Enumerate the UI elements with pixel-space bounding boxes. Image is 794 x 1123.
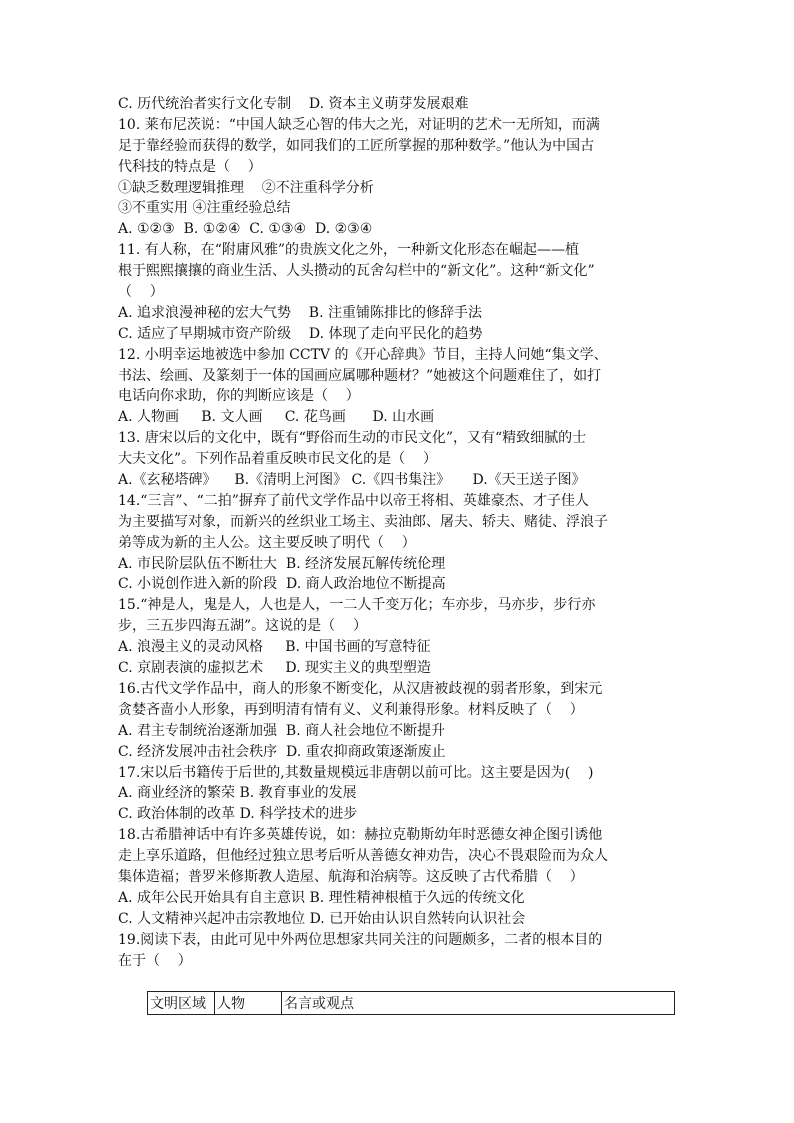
text-line: C. 经济发展冲击社会秩序 D. 重农抑商政策逐渐废止 (118, 743, 446, 760)
text-line: A. ①②③ B. ①②④ C. ①③④ D. ②③④ (118, 221, 373, 238)
text-line: 书法、绘画、及篆刻于一体的国画应属哪种题材？”她被这个问题难住了，如打 (118, 367, 602, 384)
text-line: A.《玄秘塔碑》 B.《清明上河图》 C.《四书集注》 D.《天王送子图》 (118, 472, 586, 489)
text-line: 集体造福；普罗米修斯教人造屋、航海和治病等。这反映了古代希腊（ ） (118, 868, 584, 885)
text-line: 12. 小明幸运地被选中参加 CCTV 的《开心辞典》节目，主持人问她“集文学、 (118, 346, 608, 363)
table-header-row (148, 992, 675, 1015)
text-line: 代科技的特点是（ ） (118, 158, 262, 175)
table-header-person: 人物 (215, 992, 282, 1015)
text-line: 14.“三言”、“二拍”摒弃了前代文学作品中以帝王将相、英雄豪杰、才子佳人 (118, 492, 589, 509)
text-line: 16.古代文学作品中，商人的形象不断变化，从汉唐被歧视的弱者形象，到宋元 (118, 680, 603, 697)
text-line: C. 人文精神兴起冲击宗教地位 D. 已开始由认识自然转向认识社会 (118, 910, 526, 927)
text-line: C. 小说创作进入新的阶段 D. 商人政治地位不断提高 (118, 576, 446, 593)
text-line: 15.“神是人，鬼是人，人也是人，一二人千变万化；车亦步，马亦步，步行亦 (118, 597, 596, 614)
text-line: ①缺乏数理逻辑推理 ②不注重科学分析 (118, 179, 374, 196)
text-line: A. 浪漫主义的灵动风格 B. 中国书画的写意特征 (118, 639, 431, 656)
text-line: A. 人物画 B. 文人画 C. 花鸟画 D. 山水画 (118, 409, 435, 426)
text-line: 在于（ ） (118, 952, 192, 969)
text-line: ③不重实用 ④注重经验总结 (118, 200, 291, 217)
text-line: 13. 唐宋以后的文化中，既有“野俗而生动的市民文化”，又有“精致细腻的士 (118, 430, 587, 447)
text-line: 根于熙熙攘攘的商业生活、人头攒动的瓦舍勾栏中的“新文化”。这种“新文化” (118, 263, 595, 280)
comparison-table (147, 991, 675, 1015)
text-line: 足于靠经验而获得的数学，如同我们的工匠所掌握的那种数学。”他认为中国古 (118, 137, 595, 154)
text-line: A. 商业经济的繁荣 B. 教育事业的发展 (118, 785, 357, 802)
text-line: 19.阅读下表，由此可见中外两位思想家共同关注的问题颇多，二者的根本目的 (118, 931, 603, 948)
text-line: 17.宋以后书籍传于后世的,其数量规模远非唐朝以前可比。这主要是因为( ) (118, 764, 594, 781)
text-line: 贪婪吝啬小人形象，再到明清有情有义、义利兼得形象。材料反映了（ ） (118, 701, 584, 718)
table-header-quote: 名言或观点 (282, 992, 675, 1015)
text-line: 10. 莱布尼茨说：“中国人缺乏心智的伟大之光，对证明的艺术一无所知，而满 (118, 116, 600, 133)
text-line: 18.古希腊神话中有许多英雄传说，如：赫拉克勒斯幼年时恶德女神企图引诱他 (118, 827, 603, 844)
text-line: C. 历代统治者实行文化专制 D. 资本主义萌芽发展艰难 (118, 96, 469, 112)
text-line: 11. 有人称，在“附庸风雅”的贵族文化之外，一种新文化形态在崛起——植 (118, 242, 580, 259)
text-line: A. 市民阶层队伍不断壮大 B. 经济发展瓦解传统伦理 (118, 555, 446, 572)
text-line: 大夫文化”。下列作品着重反映市民文化的是（ ） (118, 451, 437, 468)
text-line: 步，三五步四海五湖”。这说的是（ ） (118, 618, 367, 635)
text-line: C. 京剧表演的虚拟艺术 D. 现实主义的典型塑造 (118, 660, 431, 677)
text-line: A. 成年公民开始具有自主意识 B. 理性精神根植于久远的传统文化 (118, 889, 525, 906)
text-line: A. 君主专制统治逐渐加强 B. 商人社会地位不断提升 (118, 722, 446, 739)
question-text-block (118, 94, 678, 971)
text-line: 为主要描写对象，而新兴的丝织业工场主、卖油郎、屠夫、轿夫、赌徒、浮浪子 (118, 513, 608, 530)
text-line: C. 适应了早期城市资产阶级 D. 体现了走向平民化的趋势 (118, 325, 483, 342)
table-header-region: 文明区域 (148, 992, 215, 1015)
text-line: 弟等成为新的主人公。这主要反映了明代（ ） (118, 534, 416, 551)
text-line: 走上享乐道路，但他经过独立思考后听从善德女神劝告，决心不畏艰险而为众人 (118, 848, 608, 865)
text-line: C. 政治体制的改革 D. 科学技术的进步 (118, 806, 358, 823)
text-line: （ ） (118, 284, 164, 301)
text-line: A. 追求浪漫神秘的宏大气势 B. 注重铺陈排比的修辞手法 (118, 304, 482, 321)
text-line: 电话向你求助，你的判断应该是（ ） (118, 388, 360, 405)
